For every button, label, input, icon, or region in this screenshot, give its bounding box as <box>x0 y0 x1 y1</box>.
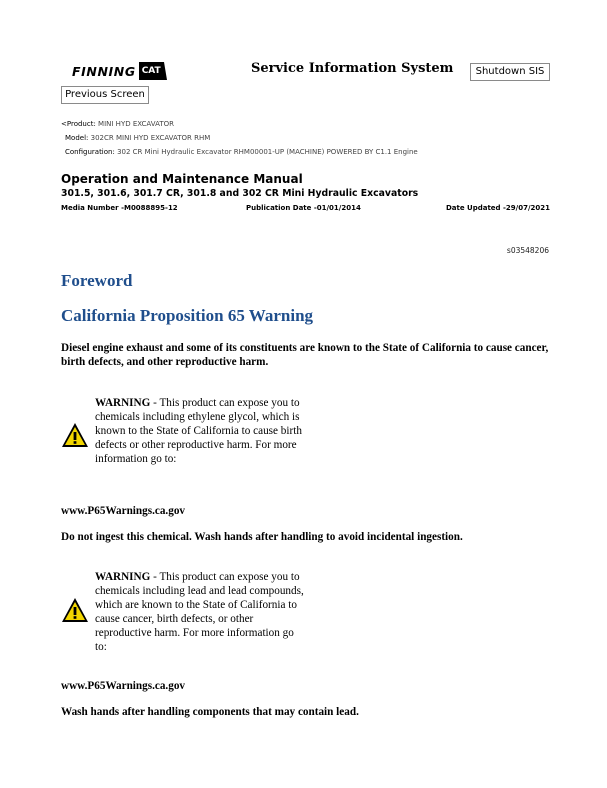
meta-product-value: MINI HYD EXCAVATOR <box>98 120 175 128</box>
warning-text-2 <box>95 570 307 654</box>
meta-model <box>65 134 210 142</box>
media-number: Media Number -M0088895-12 <box>61 204 178 212</box>
manual-subtitle: 301.5, 301.6, 301.7 CR, 301.8 and 302 CR Mini Hydraulic Excavators <box>61 188 419 199</box>
ingest-note: Do not ingest this chemical. Wash hands after handling to avoid incidental ingestion. <box>61 531 463 543</box>
date-updated: Date Updated -29/07/2021 <box>445 204 550 212</box>
sis-title: Service Information System <box>251 61 454 76</box>
meta-product-label: <Product: <box>61 120 96 128</box>
finning-cat-logo <box>72 61 164 81</box>
previous-screen-button[interactable]: Previous Screen <box>61 86 149 104</box>
p65-warnings-url-1: www.P65Warnings.ca.gov <box>61 505 186 517</box>
meta-config-value: 302 CR Mini Hydraulic Excavator RHM00001-UP (MACHINE) POWERED BY C1.1 Engine <box>117 148 418 156</box>
warning-block-2 <box>61 570 311 654</box>
warning-body-1: - This product can expose you to chemicals including ethylene glycol, which is known to the State of California to cause birth defects or other reproductive harm. For more information go to: <box>95 397 302 465</box>
logo-cat-badge: CAT <box>139 62 164 80</box>
logo-finning-text: FINNING <box>72 63 136 79</box>
lead-note: Wash hands after handling components that may contain lead. <box>61 706 359 718</box>
document-id: s03548206 <box>506 246 549 255</box>
meta-config-label: Configuration: <box>65 148 115 156</box>
warning-block-1 <box>61 396 311 480</box>
warning-body-2: - This product can expose you to chemicals including lead and lead compounds, which are known to the State of California to cause cancer, birth defects, or other reproductive harm. For more information go to: <box>95 571 304 653</box>
manual-title: Operation and Maintenance Manual <box>61 172 303 186</box>
meta-configuration <box>65 148 418 156</box>
warning-triangle-icon <box>61 597 89 623</box>
heading-prop65-warning: California Proposition 65 Warning <box>61 306 314 325</box>
warning-label-1: WARNING <box>95 397 151 409</box>
meta-product <box>61 120 174 128</box>
publication-date: Publication Date -01/01/2014 <box>246 204 361 212</box>
heading-foreword: Foreword <box>61 271 133 290</box>
intro-paragraph: Diesel engine exhaust and some of its constituents are known to the State of California to cause cancer, birth defects, and other reproductive harm. <box>61 342 549 368</box>
warning-triangle-icon <box>61 422 89 448</box>
meta-model-label: Model: <box>65 134 89 142</box>
warning-text-1 <box>95 396 307 466</box>
warning-label-2: WARNING <box>95 571 151 583</box>
meta-model-value: 302CR MINI HYD EXCAVATOR RHM <box>90 134 211 142</box>
shutdown-sis-button[interactable]: Shutdown SIS <box>470 63 550 81</box>
p65-warnings-url-2: www.P65Warnings.ca.gov <box>61 680 186 692</box>
